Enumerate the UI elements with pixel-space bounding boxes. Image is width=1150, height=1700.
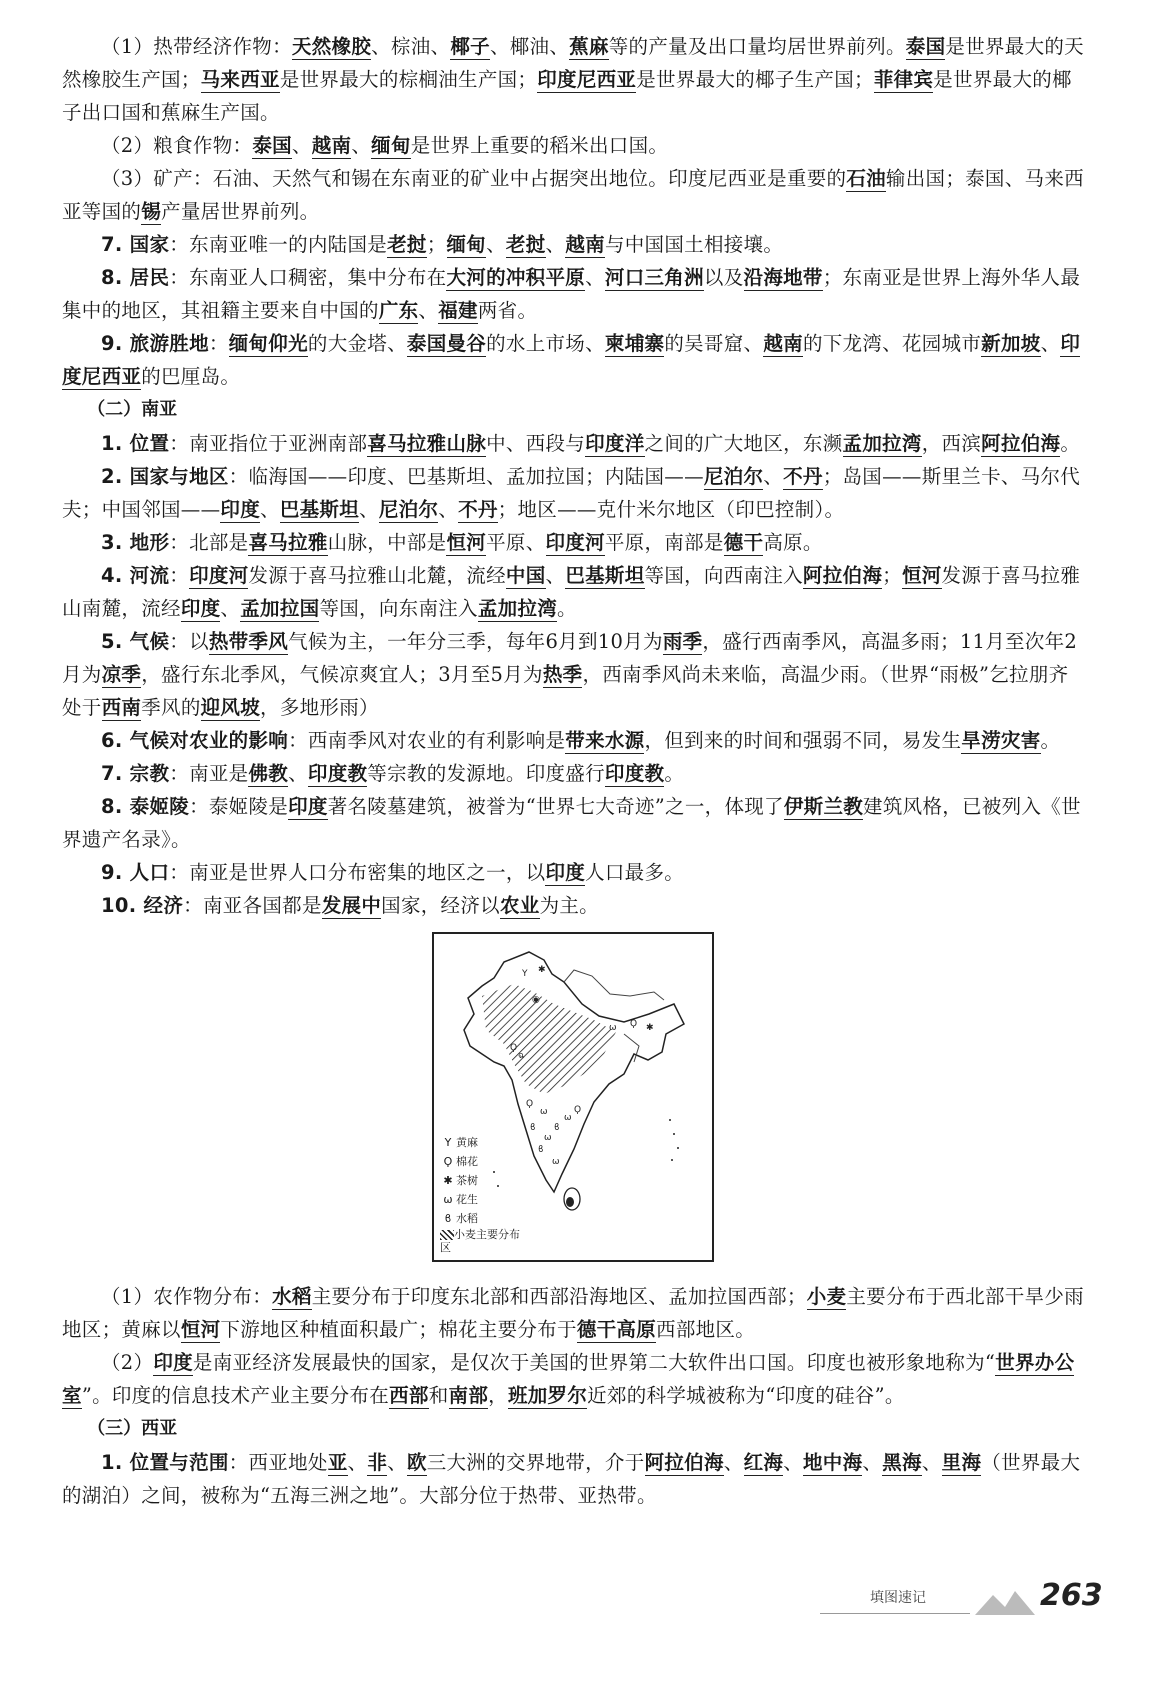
answer-term: 南部 (448, 1384, 489, 1407)
answer-term: 印度洋 (585, 432, 645, 455)
body-text: ：南亚指位于亚洲南部 (169, 432, 368, 455)
answer-term: 巴基斯坦 (565, 564, 645, 587)
body-text: 、 (783, 1451, 803, 1474)
body-text: ，西南季风尚未来临，高温少雨。（世界“雨极”乞拉朋齐处于 (62, 663, 1069, 719)
item-heading: 3. 地形 (101, 531, 170, 554)
para-religion (62, 757, 1084, 790)
svg-text:Ϙ: Ϙ (630, 1019, 638, 1029)
answer-term: 印度 (288, 795, 328, 818)
body-text: ：北部是 (169, 531, 249, 554)
svg-text:ω: ω (609, 1023, 617, 1033)
answer-term: 水稻 (272, 1285, 312, 1308)
body-text: 、 (545, 564, 566, 587)
body-text: 、 (862, 1451, 883, 1474)
answer-term: 缅甸 (446, 233, 487, 256)
answer-term: 尼泊尔 (703, 465, 764, 488)
body-text: （1）热带经济作物： (101, 35, 292, 58)
item-heading: 1. 位置 (101, 432, 170, 455)
svg-text:◉: ◉ (532, 995, 540, 1005)
para-countries (62, 228, 1084, 261)
body-text: ： (169, 564, 190, 587)
body-text: 建筑风格，已被列入《世界遗产名录》。 (62, 795, 1081, 851)
answer-term: 喜马拉雅山脉 (367, 432, 487, 455)
body-text: ：南亚是世界人口分布密集的地区之一，以 (169, 861, 546, 884)
body-text: ：东南亚人口稠密，集中分布在 (169, 266, 447, 289)
body-text: 。 (1060, 432, 1081, 455)
answer-term: 孟加拉湾 (842, 432, 922, 455)
body-text: 和 (428, 1384, 449, 1407)
item-heading: 8. 泰姬陵 (101, 795, 190, 818)
answer-term: 孟加拉湾 (477, 597, 558, 620)
para-west-asia-location (62, 1446, 1084, 1512)
body-text: 著名陵墓建筑，被誉为“世界七大奇迹”之一，体现了 (327, 795, 784, 818)
answer-term: 泰国 (905, 35, 946, 58)
svg-text:ϐ: ϐ (530, 1123, 536, 1133)
section-heading-west-asia: （三）西亚 (87, 1418, 178, 1439)
svg-text:ϐ: ϐ (538, 1145, 544, 1155)
body-text: 是世界最大的棕榈油生产国； (279, 68, 538, 91)
jute-icon: Y (444, 1136, 452, 1149)
body-text: 季风的 (141, 696, 201, 719)
svg-text:ϐ: ϐ (554, 1123, 560, 1133)
para-india-economy (62, 1346, 1084, 1412)
answer-term: 泰国 (252, 134, 292, 157)
answer-term: 喜马拉雅 (248, 531, 328, 554)
item-heading: 5. 气候 (101, 630, 170, 653)
body-text: 的巴厘岛。 (141, 365, 241, 388)
answer-term: 老挝 (505, 233, 546, 256)
answer-term: 不丹 (783, 465, 823, 488)
answer-term: 恒河 (901, 564, 942, 587)
svg-text:ฉ: ฉ (518, 1051, 525, 1061)
body-text: 与中国国土相接壤。 (604, 233, 784, 256)
item-heading: 10. 经济 (101, 894, 184, 917)
body-text: 的吴哥窟、 (664, 332, 764, 355)
answer-term: 热季 (542, 663, 583, 686)
answer-term: 越南 (565, 233, 605, 256)
body-text: 、 (359, 498, 379, 521)
para-taj-mahal (62, 790, 1084, 856)
body-text: 、棕油、 (371, 35, 451, 58)
item-heading: 2. 国家与地区 (101, 465, 229, 488)
answer-term: 马来西亚 (200, 68, 280, 91)
svg-text:Y: Y (522, 969, 528, 979)
page-number: 263 (1040, 1578, 1103, 1613)
answer-term: 亚 (327, 1451, 348, 1474)
answer-term: 非 (367, 1451, 388, 1474)
answer-term: 缅甸仰光 (228, 332, 308, 355)
body-text: 、 (585, 266, 605, 289)
svg-text:ω: ω (552, 1157, 560, 1167)
answer-term: 大河的冲积平原 (446, 266, 586, 289)
answer-term: 柬埔寨 (604, 332, 665, 355)
para-grain-crops (62, 129, 1084, 162)
cotton-icon: Ϙ (443, 1155, 453, 1168)
body-text: 发源于喜马拉雅山南麓，流经 (62, 564, 1081, 620)
answer-term: 阿拉伯海 (981, 432, 1061, 455)
body-text: ；岛国——斯里兰卡、马尔代夫；中国邻国—— (62, 465, 1081, 521)
item-heading: 6. 气候对农业的影响 (101, 729, 289, 752)
answer-term: 佛教 (248, 762, 289, 785)
body-text: （2）粮食作物： (101, 134, 253, 157)
body-text: 、 (545, 233, 566, 256)
answer-term: 尼泊尔 (378, 498, 439, 521)
body-text: ：泰姬陵是 (189, 795, 289, 818)
legend-peanut (440, 1190, 530, 1209)
body-text: 输出国；泰国、马来西亚等国的 (62, 167, 1084, 223)
body-text: ：西南季风对农业的有利影响是 (288, 729, 566, 752)
para-tourism (62, 327, 1084, 393)
answer-term: 印度尼西亚 (537, 68, 637, 91)
answer-term: 印度河 (545, 531, 605, 554)
body-text: 是世界上重要的稻米出口国。 (410, 134, 669, 157)
page-body (62, 0, 1084, 1512)
body-text: ，西滨 (921, 432, 982, 455)
item-heading: 9. 人口 (101, 861, 170, 884)
south-asia-crop-map (432, 932, 714, 1262)
body-text: 、 (291, 134, 312, 157)
body-text: 等国，向东南注入 (319, 597, 478, 620)
answer-term: 越南 (311, 134, 352, 157)
item-heading: 7. 国家 (101, 233, 170, 256)
body-text: ”。印度的信息技术产业主要分布在 (81, 1384, 390, 1407)
body-text: 、 (1040, 332, 1061, 355)
body-text: 为主。 (539, 894, 599, 917)
answer-term: 德干高原 (576, 1318, 657, 1341)
legend-peanut-label: 花生 (456, 1193, 478, 1206)
body-text: 、 (351, 134, 372, 157)
para-population (62, 856, 1084, 889)
hatch-icon (440, 1230, 454, 1240)
section-heading-south-asia: （二）南亚 (87, 399, 178, 420)
map-legend (440, 1133, 530, 1254)
answer-term: 印度教 (604, 762, 665, 785)
answer-term: 印度尼西亚 (62, 332, 1081, 388)
svg-text:✱: ✱ (646, 1023, 654, 1033)
answer-term: 石油 (846, 167, 886, 190)
body-text: （2） (101, 1351, 154, 1374)
body-text: 产量居世界前列。 (161, 200, 320, 223)
body-text: 、 (723, 1451, 744, 1474)
body-text: 、椰油、 (489, 35, 570, 58)
body-text: （1）农作物分布： (101, 1285, 273, 1308)
body-text: 近郊的科学城被称为“印度的硅谷”。 (587, 1384, 905, 1407)
body-text: ：南亚各国都是 (183, 894, 322, 917)
para-countries-regions (62, 460, 1084, 526)
svg-text:ω: ω (540, 1107, 548, 1117)
body-text: 、 (260, 498, 280, 521)
body-text: 、 (220, 597, 241, 620)
body-text: 国家，经济以 (381, 894, 500, 917)
body-text: 是世界最大的椰子生产国； (636, 68, 874, 91)
page-footer (0, 1575, 1150, 1635)
body-text: 等宗教的发源地。印度盛行 (367, 762, 605, 785)
answer-term: 恒河 (180, 1318, 221, 1341)
rice-icon: ϐ (444, 1212, 452, 1225)
body-text: ：临海国——印度、巴基斯坦、孟加拉国；内陆国—— (228, 465, 704, 488)
body-text: 、 (347, 1451, 368, 1474)
legend-cotton (440, 1152, 530, 1171)
legend-wheat (440, 1228, 530, 1254)
answer-term: 西南 (101, 696, 142, 719)
answer-term: 雨季 (662, 630, 703, 653)
answer-term: 菲律宾 (873, 68, 934, 91)
answer-term: 巴基斯坦 (279, 498, 360, 521)
body-text: 主要分布于印度东北部和西部沿海地区、孟加拉国西部； (311, 1285, 807, 1308)
body-text: 发源于喜马拉雅山北麓，流经 (248, 564, 506, 587)
body-text: 之间的广大地区，东濒 (644, 432, 843, 455)
footer-rule (820, 1613, 970, 1614)
body-text: ；地区——克什米尔地区（印巴控制）。 (497, 498, 845, 521)
answer-term: 印度 (153, 1351, 193, 1374)
footer-label: 填图速记 (870, 1590, 926, 1606)
item-heading: 7. 宗教 (101, 762, 170, 785)
answer-term: 印度教 (307, 762, 368, 785)
tea-icon: ✱ (443, 1174, 453, 1187)
body-text: ，但到来的时间和强弱不同，易发生 (644, 729, 962, 752)
answer-term: 恒河 (446, 531, 487, 554)
body-text: 下游地区种植面积最广；棉花主要分布于 (220, 1318, 577, 1341)
answer-term: 班加罗尔 (507, 1384, 588, 1407)
answer-term: 中国 (505, 564, 546, 587)
svg-text:Ϙ: Ϙ (510, 1043, 518, 1053)
body-text: ： (208, 332, 229, 355)
item-heading: 9. 旅游胜地 (101, 332, 209, 355)
body-text: 平原，南部是 (604, 531, 724, 554)
para-crop-distribution (62, 1280, 1084, 1346)
body-text: ，多地形雨） (260, 696, 379, 719)
body-text: 、 (288, 762, 308, 785)
para-terrain (62, 526, 1084, 559)
body-text: 等国，向西南注入 (644, 564, 803, 587)
svg-text:Ϙ: Ϙ (574, 1105, 582, 1115)
body-text: ；东南亚是世界上海外华人最集中的地区，其祖籍主要来自中国的 (62, 266, 1081, 322)
body-text: （3）矿产：石油、天然气和锡在东南亚的矿业中占据突出地位。印度尼西亚是重要的 (101, 167, 847, 190)
svg-text:ω: ω (564, 1113, 572, 1123)
answer-term: 印度 (180, 597, 221, 620)
para-location (62, 427, 1084, 460)
body-text: 、 (763, 465, 784, 488)
legend-rice (440, 1209, 530, 1228)
answer-term: 阿拉伯海 (802, 564, 883, 587)
answer-term: 里海 (941, 1451, 982, 1474)
answer-term: 黑海 (882, 1451, 922, 1474)
svg-text:ω: ω (544, 1133, 552, 1143)
legend-wheat-label: 小麦主要分布区 (440, 1228, 520, 1254)
answer-term: 发展中 (321, 894, 382, 917)
answer-term: 印度 (220, 498, 261, 521)
answer-term: 新加坡 (981, 332, 1041, 355)
item-heading: 4. 河流 (101, 564, 170, 587)
body-text: 是世界最大的天然橡胶生产国； (62, 35, 1084, 91)
answer-term: 印度河 (189, 564, 249, 587)
para-rivers (62, 559, 1084, 625)
body-text: 的水上市场、 (486, 332, 605, 355)
legend-tea-label: 茶树 (456, 1174, 478, 1187)
answer-term: 迎风坡 (200, 696, 261, 719)
body-text: 气候为主，一年分三季，每年6月到10月为 (288, 630, 663, 653)
answer-term: 缅甸 (371, 134, 411, 157)
legend-tea (440, 1171, 530, 1190)
answer-term: 热带季风 (208, 630, 289, 653)
body-text: 。 (664, 762, 685, 785)
body-text: 的下龙湾、花园城市 (802, 332, 982, 355)
body-text: ：南亚是 (169, 762, 249, 785)
answer-term: 河口三角洲 (604, 266, 704, 289)
answer-term: 带来水源 (565, 729, 645, 752)
svg-text:✱: ✱ (538, 965, 546, 975)
answer-term: 不丹 (458, 498, 498, 521)
para-economy (62, 889, 1084, 922)
body-text: ，盛行西南季风，高温多雨；11月至次年2月为 (62, 630, 1078, 686)
body-text: 高原。 (763, 531, 823, 554)
item-heading: 1. 位置与范围 (101, 1451, 229, 1474)
answer-term: 红海 (743, 1451, 784, 1474)
answer-term: 锡 (141, 200, 162, 223)
answer-term: 老挝 (387, 233, 427, 256)
answer-term: 蕉麻 (569, 35, 609, 58)
answer-term: 世界办公室 (62, 1351, 1075, 1407)
answer-term: 农业 (499, 894, 540, 917)
para-residents (62, 261, 1084, 327)
body-text: 是南亚经济发展最快的国家，是仅次于美国的世界第二大软件出口国。印度也被形象地称为“ (192, 1351, 996, 1374)
body-text: 人口最多。 (585, 861, 685, 884)
body-text: 的大金塔、 (307, 332, 407, 355)
body-text: 三大洲的交界地带，介于 (426, 1451, 645, 1474)
answer-term: 沿海地带 (743, 266, 823, 289)
body-text: ， (488, 1384, 508, 1407)
body-text: ：以 (169, 630, 209, 653)
answer-term: 欧 (406, 1451, 427, 1474)
body-text: 。 (1040, 729, 1061, 752)
answer-term: 小麦 (806, 1285, 847, 1308)
answer-term: 伊斯兰教 (783, 795, 864, 818)
svg-text:Ϙ: Ϙ (526, 1099, 534, 1109)
body-text: 、 (486, 233, 506, 256)
body-text: 、 (438, 498, 459, 521)
answer-term: 福建 (438, 299, 478, 322)
answer-term: 泰国曼谷 (406, 332, 487, 355)
item-heading: 8. 居民 (101, 266, 170, 289)
body-text: 、 (418, 299, 439, 322)
answer-term: 天然橡胶 (291, 35, 372, 58)
body-text: ； (426, 233, 447, 256)
body-text: 山脉，中部是 (327, 531, 447, 554)
body-text: 平原、 (486, 531, 546, 554)
body-text: 西部地区。 (656, 1318, 756, 1341)
answer-term: 德干 (723, 531, 764, 554)
body-text: 、 (921, 1451, 942, 1474)
answer-term: 凉季 (101, 663, 142, 686)
mountain-icon (975, 1589, 1035, 1615)
answer-term: 印度 (545, 861, 586, 884)
answer-term: 地中海 (803, 1451, 863, 1474)
body-text: 中、西段与 (486, 432, 586, 455)
body-text: （世界最大的湖泊）之间，被称为“五海三洲之地”。大部分位于热带、亚热带。 (62, 1451, 1081, 1507)
para-tropical-crops (62, 30, 1084, 129)
body-text: 两省。 (477, 299, 538, 322)
body-text: 是世界最大的椰子出口国和蕉麻生产国。 (62, 68, 1072, 124)
body-text: 主要分布于西北部干旱少雨地区；黄麻以 (62, 1285, 1084, 1341)
answer-term: 阿拉伯海 (644, 1451, 724, 1474)
para-minerals (62, 162, 1084, 228)
body-text: 等的产量及出口量均居世界前列。 (608, 35, 906, 58)
legend-jute (440, 1133, 530, 1152)
answer-term: 越南 (763, 332, 803, 355)
answer-term: 孟加拉国 (240, 597, 320, 620)
legend-cotton-label: 棉花 (456, 1155, 478, 1168)
body-text: ：西亚地处 (228, 1451, 328, 1474)
body-text: ； (882, 564, 902, 587)
para-climate-agriculture (62, 724, 1084, 757)
legend-rice-label: 水稻 (456, 1212, 478, 1225)
answer-term: 旱涝灾害 (961, 729, 1041, 752)
answer-term: 椰子 (450, 35, 490, 58)
legend-jute-label: 黄麻 (456, 1136, 478, 1149)
para-climate (62, 625, 1084, 724)
body-text: 、 (387, 1451, 407, 1474)
answer-term: 西部 (389, 1384, 429, 1407)
body-text: ，盛行东北季风，气候凉爽宜人；3月至5月为 (141, 663, 543, 686)
body-text: 。 (557, 597, 577, 620)
body-text: 以及 (703, 266, 744, 289)
answer-term: 广东 (378, 299, 419, 322)
peanut-icon: ω (443, 1193, 453, 1206)
body-text: ：东南亚唯一的内陆国是 (169, 233, 388, 256)
